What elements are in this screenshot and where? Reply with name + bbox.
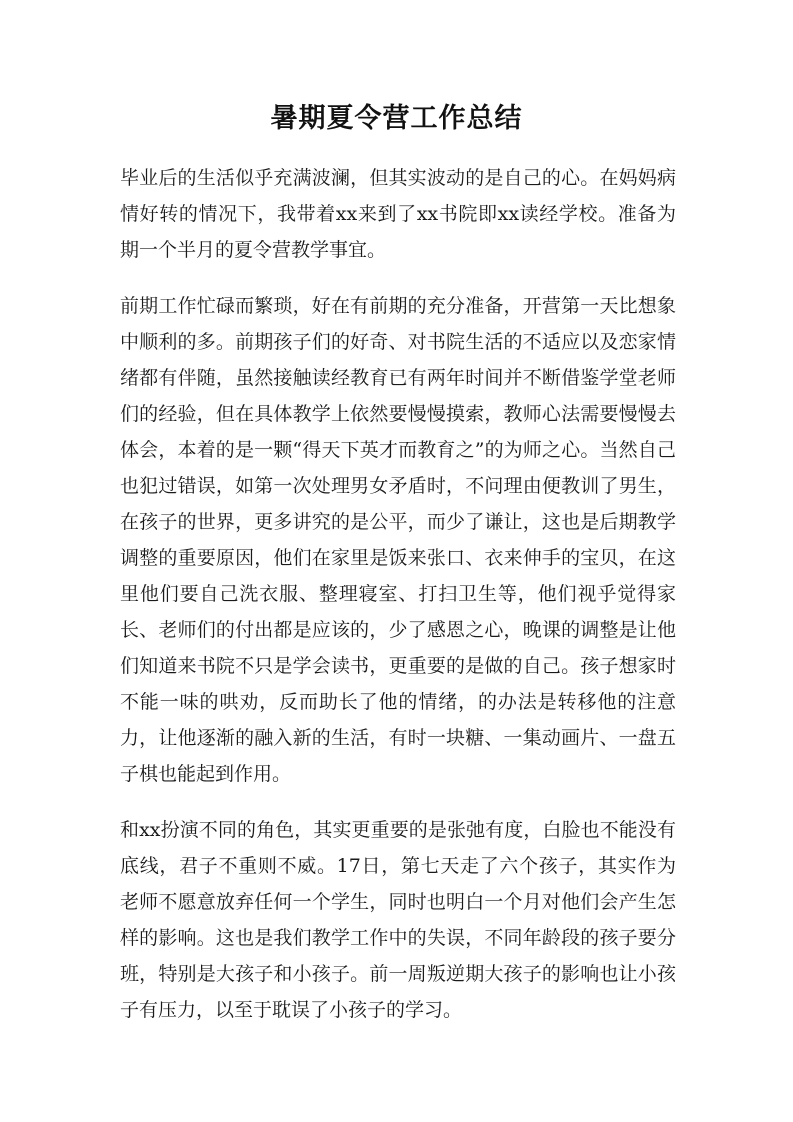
document-title: 暑期夏令营工作总结 bbox=[270, 103, 523, 134]
paragraph-1: 毕业后的生活似乎充满波澜，但其实波动的是自己的心。在妈妈病情好转的情况下，我带着xx来到了xx书院即xx读经学校。准备为期一个半月的夏令营教学事宜。 bbox=[120, 167, 676, 261]
paragraph-3: 和xx扮演不同的角色，其实更重要的是张弛有度，白脸也不能没有底线，君子不重则不威。17日，第七天走了六个孩子，其实作为老师不愿意放弃任何一个学生，同时也明白一个月对他们会产生怎样的影响。这也是我们教学工作中的失误，不同年龄段的孩子要分班，特别是大孩子和小孩子。前一周叛逆期大孩子的影响也让小孩子有压力，以至于耽误了小孩子的学习。 bbox=[120, 819, 676, 1021]
document-body bbox=[120, 160, 676, 1048]
paragraph-2: 前期工作忙碌而繁琐，好在有前期的充分准备，开营第一天比想象中顺利的多。前期孩子们的好奇、对书院生活的不适应以及恋家情绪都有伴随，虽然接触读经教育已有两年时间并不断借鉴学堂老师们的经验，但在具体教学上依然要慢慢摸索，教师心法需要慢慢去体会，本着的是一颗“得天下英才而教育之”的为师之心。当然自己也犯过错误，如第一次处理男女矛盾时，不问理由便教训了男生，在孩子的世界，更多讲究的是公平，而少了谦让，这也是后期教学调整的重要原因，他们在家里是饭来张口、衣来伸手的宝贝，在这里他们要自己洗衣服、整理寝室、打扫卫生等，他们视乎觉得家长、老师们的付出都是应该的，少了感恩之心，晚课的调整是让他们知道来书院不只是学会读书，更重要的是做的自己。孩子想家时不能一味的哄劝，反而助长了他的情绪，的办法是转移他的注意力，让他逐渐的融入新的生活，有时一块糖、一集动画片、一盘五子棋也能起到作用。 bbox=[120, 295, 676, 785]
